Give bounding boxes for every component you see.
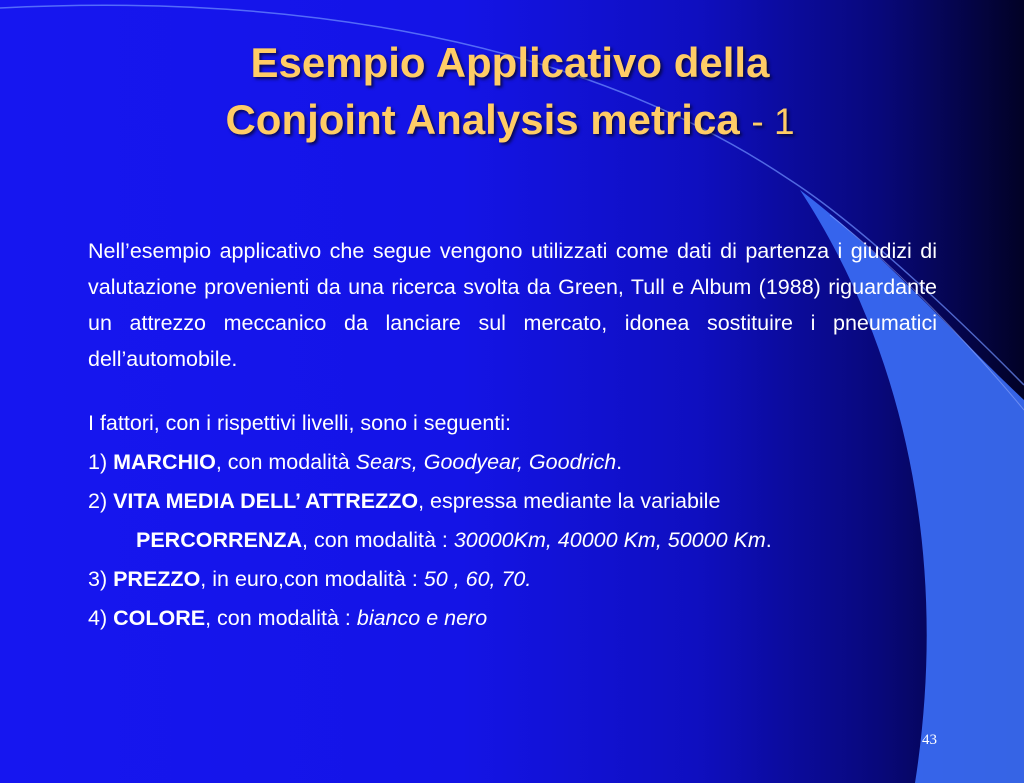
factor-2b-levels: 30000Km, 40000 Km, 50000 Km <box>453 528 766 552</box>
factor-2-number: 2) <box>88 489 114 513</box>
factor-4 <box>88 600 937 636</box>
title-line-1: Esempio Applicativo della <box>250 39 770 86</box>
slide-title <box>60 34 960 150</box>
factor-2b-end: . <box>765 528 772 552</box>
factor-2-name: VITA MEDIA DELL’ ATTREZZO <box>113 489 419 513</box>
intro-paragraph: Nell’esempio applicativo che segue vengono utilizzati come dati di partenza i giudizi di valutazione provenienti da una ricerca svolta da Green, Tull e Album (1988) riguardante un attrezzo meccanico da lanciare sul mercato, idonea sostituire i pneumatici dell’automobile. <box>88 239 937 371</box>
factor-4-number: 4) <box>88 606 114 630</box>
factor-2 <box>88 483 937 519</box>
factor-4-name: COLORE <box>113 606 206 630</box>
factor-3 <box>88 561 937 597</box>
title-suffix: - 1 <box>751 101 795 142</box>
factor-4-levels: bianco e nero <box>356 606 488 630</box>
factor-1-levels: Sears, Goodyear, Goodrich <box>355 450 617 474</box>
factor-1-number: 1) <box>88 450 114 474</box>
factor-1-text: , con modalità <box>215 450 356 474</box>
factor-1-end: . <box>616 450 623 474</box>
factor-3-text: , in euro,con modalità : <box>200 567 424 591</box>
factor-3-levels: 50 , 60, 70. <box>423 567 532 591</box>
factor-1-name: MARCHIO <box>113 450 216 474</box>
title-line-2: Conjoint Analysis metrica <box>225 96 740 143</box>
factor-3-name: PREZZO <box>113 567 201 591</box>
factor-2-detail <box>88 522 937 558</box>
factor-4-text: , con modalità : <box>205 606 357 630</box>
factor-3-number: 3) <box>88 567 114 591</box>
factor-2-text: , espressa mediante la variabile <box>418 489 721 513</box>
factor-2b-text: , con modalità : <box>302 528 454 552</box>
factor-2b-name: PERCORRENZA <box>136 528 303 552</box>
factors-intro: I fattori, con i rispettivi livelli, sono i seguenti: <box>88 411 512 435</box>
factor-1 <box>88 444 937 480</box>
slide-body <box>88 233 937 636</box>
page-number: 43 <box>922 732 937 748</box>
